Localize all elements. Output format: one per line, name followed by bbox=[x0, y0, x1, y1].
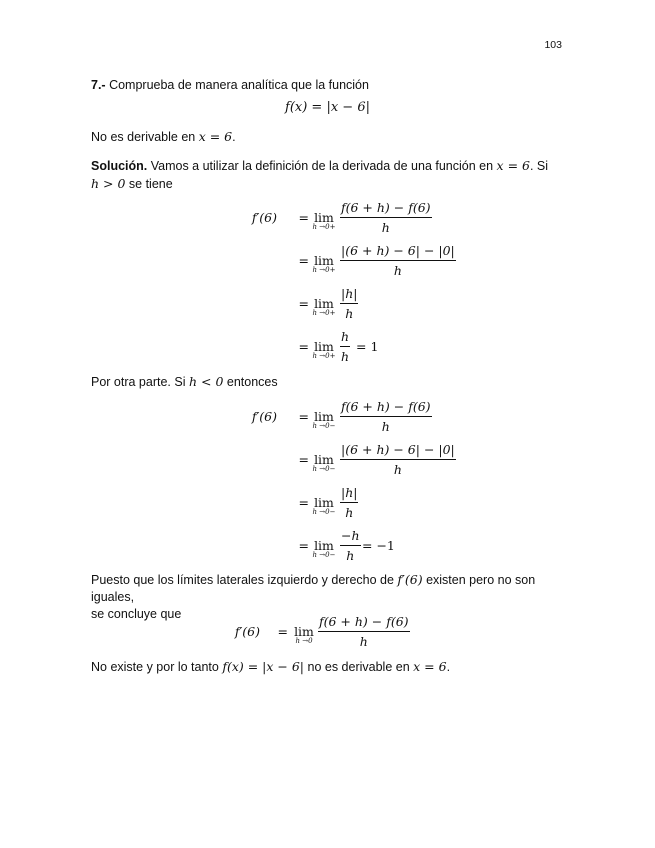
function-definition: f(x) = |x − 6| bbox=[285, 100, 370, 115]
denominator: h bbox=[381, 419, 390, 434]
equals-sign: = bbox=[298, 452, 309, 467]
equation-row bbox=[0, 399, 655, 439]
equation-row bbox=[0, 200, 655, 240]
equals-sign: = bbox=[298, 210, 309, 225]
limit-operator bbox=[309, 538, 339, 559]
equation-lhs: f′(6) bbox=[251, 409, 277, 424]
numerator: |h| bbox=[340, 286, 358, 304]
denominator: h bbox=[393, 263, 402, 278]
limit-operator bbox=[309, 495, 339, 516]
problem-text: Comprueba de manera analítica que la función bbox=[105, 78, 369, 92]
equation-row bbox=[0, 329, 655, 369]
problem-statement bbox=[91, 77, 571, 94]
denominator: h bbox=[345, 505, 354, 520]
lim-subscript: h →0 bbox=[295, 637, 313, 645]
denominator: h bbox=[381, 220, 390, 235]
conclusion-math: f′(6) bbox=[397, 572, 423, 587]
fraction bbox=[340, 243, 456, 278]
equation-lhs: f′(6) bbox=[234, 624, 260, 639]
equation-row bbox=[0, 243, 655, 283]
other-math: h < 0 bbox=[188, 374, 224, 389]
lim-subscript: h →0− bbox=[312, 465, 336, 473]
numerator: |(6 + h) − 6| − |0| bbox=[340, 243, 456, 261]
condition-text: se tiene bbox=[125, 177, 173, 191]
claim-suffix: . bbox=[232, 130, 236, 144]
equation-row bbox=[0, 485, 655, 525]
limit-operator bbox=[309, 253, 339, 274]
lim-label: lim bbox=[314, 409, 334, 424]
lim-label: lim bbox=[294, 624, 314, 639]
conclusion-line2: se concluye que bbox=[91, 607, 182, 621]
claim-math: x = 6 bbox=[198, 129, 233, 144]
denominator: h bbox=[346, 548, 355, 563]
limit-operator bbox=[309, 210, 339, 231]
fraction bbox=[340, 200, 432, 235]
final-text: No existe y por lo tanto bbox=[91, 660, 223, 674]
final-math-function: f(x) = |x − 6| bbox=[222, 659, 305, 674]
lim-label: lim bbox=[314, 296, 334, 311]
solution-text-end: . Si bbox=[529, 159, 549, 173]
equals-sign: = bbox=[298, 296, 309, 311]
solution-math: x = 6 bbox=[496, 158, 530, 173]
fraction bbox=[340, 485, 358, 520]
lim-subscript: h →0+ bbox=[312, 352, 336, 360]
lim-subscript: h →0+ bbox=[312, 309, 336, 317]
numerator: |(6 + h) − 6| − |0| bbox=[340, 442, 456, 460]
final-equation bbox=[0, 614, 655, 654]
lim-label: lim bbox=[314, 495, 334, 510]
numerator: −h bbox=[340, 528, 361, 546]
fraction bbox=[340, 528, 361, 563]
final-text-mid: no es derivable en bbox=[304, 660, 414, 674]
numerator: f(6 + h) − f(6) bbox=[340, 200, 432, 218]
lim-subscript: h →0+ bbox=[312, 223, 336, 231]
fraction bbox=[340, 442, 456, 477]
numerator: f(6 + h) − f(6) bbox=[340, 399, 432, 417]
equation-row bbox=[0, 528, 655, 568]
lim-label: lim bbox=[314, 253, 334, 268]
problem-label: 7.- bbox=[91, 78, 106, 92]
final-text-end: . bbox=[446, 660, 451, 674]
page-number: 103 bbox=[544, 39, 562, 51]
conclusion-text: Puesto que los límites laterales izquierdo y derecho de bbox=[91, 573, 398, 587]
equals-sign: = bbox=[298, 339, 309, 354]
result: = 1 bbox=[356, 339, 379, 354]
equals-sign: = bbox=[298, 538, 309, 553]
equals-sign: = bbox=[298, 409, 309, 424]
lim-subscript: h →0− bbox=[312, 508, 336, 516]
other-text: Por otra parte. Si bbox=[91, 375, 189, 389]
solution-text: Vamos a utilizar la definición de la derivada de una función en bbox=[147, 159, 497, 173]
limit-operator bbox=[289, 624, 319, 645]
denominator: h bbox=[359, 634, 368, 649]
denominator: h bbox=[341, 349, 350, 364]
limit-operator bbox=[309, 409, 339, 430]
numerator: f(6 + h) − f(6) bbox=[318, 614, 410, 632]
solution-label: Solución. bbox=[91, 159, 148, 173]
other-case-intro bbox=[91, 373, 571, 391]
limit-operator bbox=[309, 296, 339, 317]
solution-intro bbox=[91, 157, 571, 193]
final-math-point: x = 6 bbox=[413, 659, 447, 674]
lim-label: lim bbox=[314, 538, 334, 553]
denominator: h bbox=[393, 462, 402, 477]
lim-label: lim bbox=[314, 210, 334, 225]
fraction bbox=[318, 614, 410, 649]
problem-claim bbox=[91, 128, 571, 146]
limit-operator bbox=[309, 339, 339, 360]
result: = −1 bbox=[362, 538, 395, 553]
equation-row bbox=[0, 286, 655, 326]
fraction bbox=[340, 399, 432, 434]
limit-operator bbox=[309, 452, 339, 473]
other-text-end: entonces bbox=[223, 375, 278, 389]
lim-subscript: h →0− bbox=[312, 422, 336, 430]
denominator: h bbox=[345, 306, 354, 321]
lim-label: lim bbox=[314, 452, 334, 467]
equals-sign: = bbox=[298, 495, 309, 510]
numerator: |h| bbox=[340, 485, 358, 503]
claim-text: No es derivable en bbox=[91, 130, 199, 144]
equation-row bbox=[0, 442, 655, 482]
conclusion-text-end: existen pero no son iguales, bbox=[91, 573, 536, 604]
equals-sign: = bbox=[298, 253, 309, 268]
equals-sign: = bbox=[277, 624, 288, 639]
final-statement bbox=[91, 658, 571, 676]
numerator: h bbox=[340, 329, 350, 347]
lim-label: lim bbox=[314, 339, 334, 354]
lim-subscript: h →0+ bbox=[312, 266, 336, 274]
fraction bbox=[340, 329, 350, 364]
condition-math: h > 0 bbox=[91, 176, 126, 191]
equation-lhs: f′(6) bbox=[251, 210, 277, 225]
lim-subscript: h →0− bbox=[312, 551, 336, 559]
fraction bbox=[340, 286, 358, 321]
